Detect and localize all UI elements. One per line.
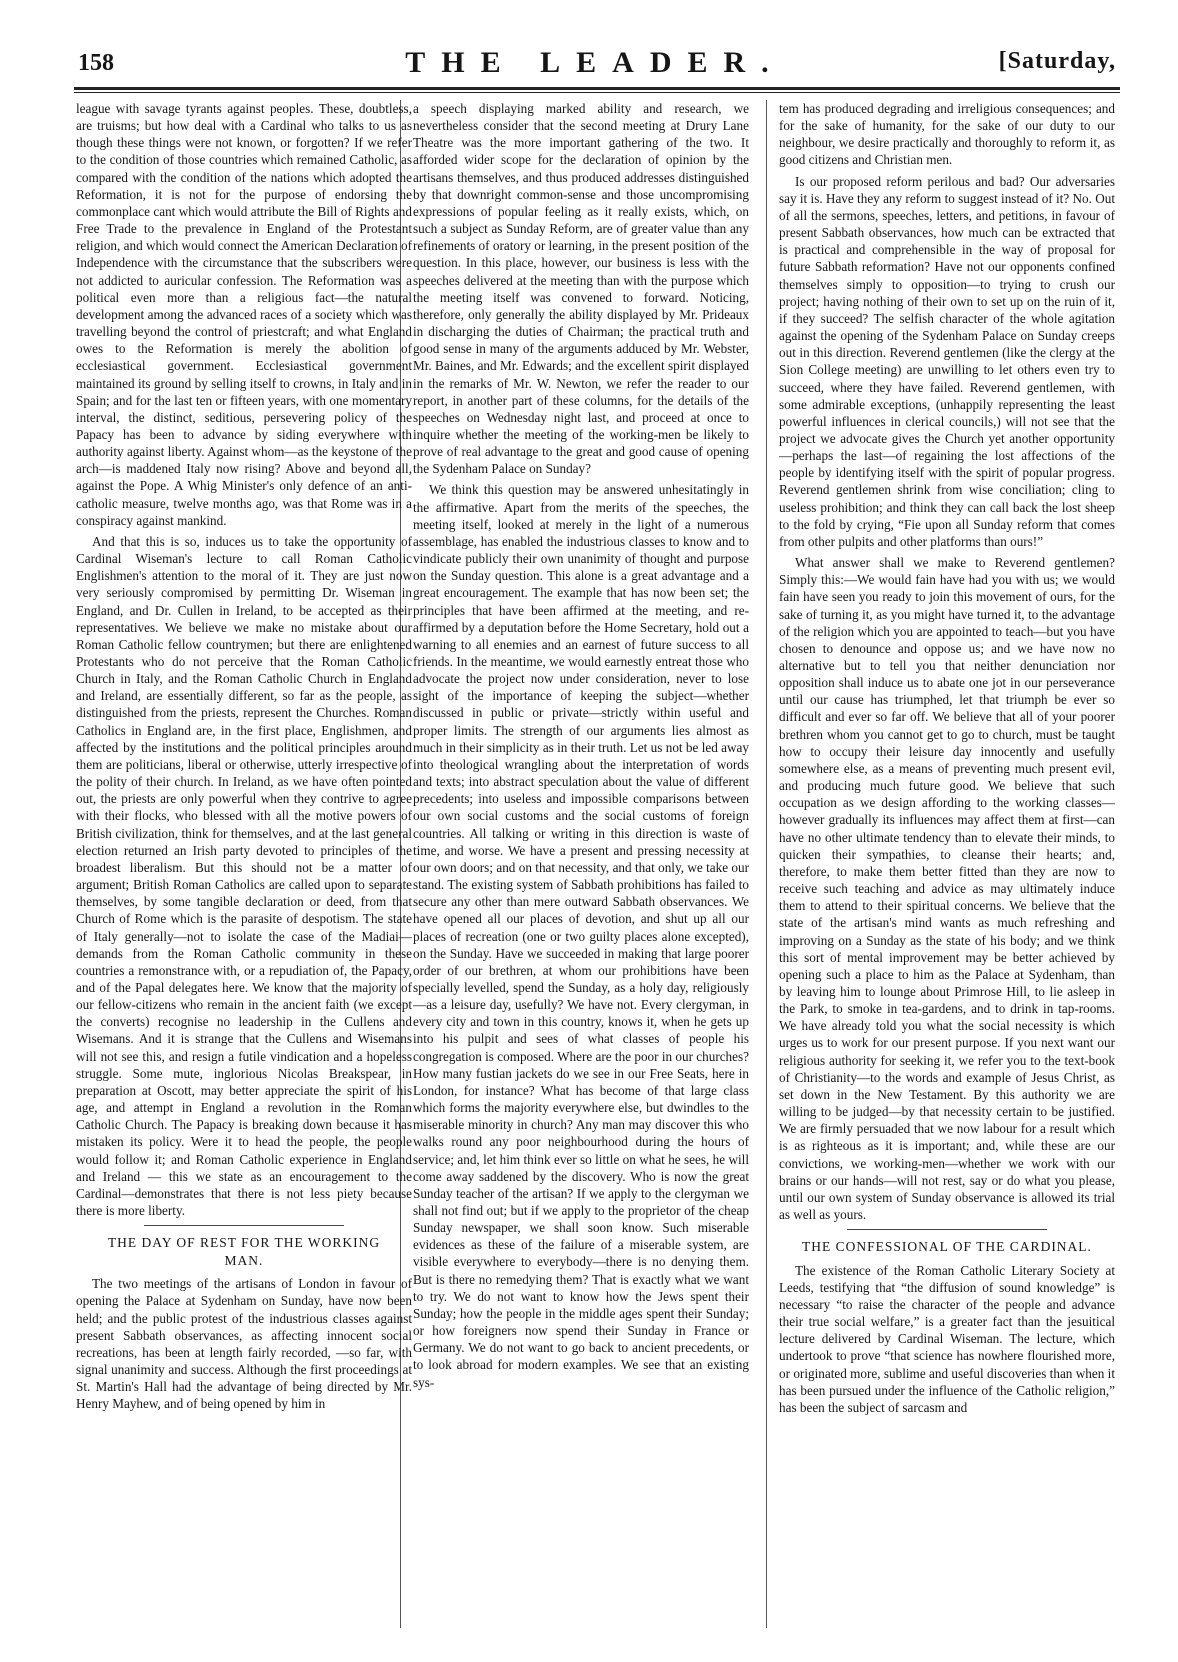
header-rule-thick xyxy=(74,87,1120,90)
paragraph: tem has produced degrading and irreligious consequences; and for the sake of humanity, for the sake of our duty to our neighbour, we desire practically and thoroughly to reform it, as good citizens and Christian men. xyxy=(779,101,1115,168)
masthead-title: THE LEADER. xyxy=(405,46,785,79)
article-heading: THE CONFESSIONAL OF THE CARDINAL. xyxy=(802,1239,1092,1255)
section-divider xyxy=(144,1225,344,1226)
page-number: 158 xyxy=(78,50,114,76)
column-2 xyxy=(413,100,749,1640)
article-heading: THE DAY OF REST FOR THE WORKING MAN. xyxy=(107,1235,381,1268)
section-divider xyxy=(847,1229,1047,1230)
paragraph: a speech displaying marked ability and research, we nevertheless consider that the second meeting at Drury Lane Theatre was the more important gathering of the two. It afforded wider scope for the declaration of opinion by the artisans themselves, and thus produced addresses distinguished by that downright common-sense and those uncompromising expressions of popular feeling as it really exists, which, on such a subject as Sunday Reform, are of greater value than any refinements of oratory or learning, in the present position of the question. In this place, however, our business is less with the speeches delivered at the meeting than with the purpose which the meeting itself was convened to forward. Noticing, therefore, only generally the ability displayed by Mr. Prideaux in discharging the duties of Chairman; the practical truth and good sense in many of the arguments adduced by Mr. Webster, Mr. Baines, and Mr. Edwards; and the excellent spirit displayed in the remarks of Mr. W. Newton, we refer the reader to our report, in another part of these columns, for the details of the speeches on Wednesday night last, and proceed at once to inquire whether the meeting of the working-men be likely to prove of real advantage to the great and good cause of opening the Sydenham Palace on Sunday? xyxy=(413,101,749,477)
column-3 xyxy=(779,100,1115,1640)
paragraph: And that this is so, induces us to take the opportunity of Cardinal Wiseman's lecture to call Roman Catholic Englishmen's attention to the moral of it. They are just now very seriously compromised by permitting Dr. Wiseman in England, and Dr. Cullen in Ireland, to be accepted as their representatives. We believe we make no mistake about our Roman Catholic fellow countrymen; but there are enlightened Protestants who do not perceive that the Roman Catholic Church in Italy, and the Roman Catholic Church in England and Ireland, are essentially different, so far as the people, as distinguished from the priests, represent the Churches. Roman Catholics in England are, in the first place, Englishmen, and affected by the institutions and the political principles around them are politicians, liberal or otherwise, utterly irrespective of the polity of their church. In Ireland, as we have often pointed out, the priests are only powerful when they contrive to agree with their flocks, who blessed with all the motive powers of British civilization, think for themselves, and at the last general election returned an Irish party devoted to principles of the broadest liberalism. But this should not be a matter of argument; British Roman Catholics are called upon to separate themselves, by some tangible declaration or deed, from that Church of Rome which is the parasite of despotism. The state of Italy generally—not to isolate the case of the Madiai—demands from the Roman Catholic community in these countries a remonstrance with, or a repudiation of, the Papacy, and of the Papal delegates here. We know that the majority of our fellow-citizens who remain in the ancient faith (we except the converts) recognise no leadership in the Cullens and Wisemans. And it is strange that the Cullens and Wisemans will not see this, and resign a futile vindication and a hopeless struggle. Some mute, inglorious Nicolas Breakspear, in preparation at Oscott, may better appreciate the spirit of his age, and attempt in England a revolution in the Roman Catholic Church. The Papacy is breaking down because it has mistaken its policy. Were it to head the people, the people would follow it; and Roman Catholic experience in England and Ireland — this we state as an encouragement to the Cardinal—demonstrates that there is not less piety because there is more liberty. xyxy=(76,533,412,1218)
paragraph: We think this question may be answered unhesitatingly in the affirmative. Apart from the merits of the speeches, the meeting itself, looked at merely in the light of a numerous assemblage, has enabled the industrious classes to know and to vindicate publicly their own unanimity of thought and purpose on the Sunday question. This alone is a great advantage and a great encouragement. The example that has now been set; the principles that have been affirmed at the meeting, and re-affirmed by a deputation before the Home Secretary, hold out a warning to all enemies and an earnest of future success to all friends. In the meantime, we would earnestly entreat those who advocate the project now under consideration, never to lose sight of the importance of keeping the subject—whether discussed in public or private—strictly within useful and proper limits. The strength of our arguments lies almost as much in their simplicity as in their truth. Let us not be led away into theological wrangling about the interpretation of words and texts; into abstract speculation about the value of different precedents; into useless and impossible comparisons between our own social customs and the social customs of foreign countries. All talking or writing in this direction is waste of time, and worse. We have a present and pressing necessity at our own doors; and on that necessity, and that only, we take our stand. The existing system of Sabbath prohibitions has failed to secure any other than mere outward Sabbath observances. We have opened all our places of devotion, and shut up all our places of recreation (one or two guilty places alone excepted), on the Sunday. Have we succeeded in making that large poorer order of our brethren, at whom our prohibitions have been specially levelled, spend the Sunday, as a holy day, religiously—as a leisure day, usefully? We have not. Every clergyman, in every city and town in this country, knows it, when he gets up into his pulpit and sees of what classes of people his congregation is composed. Where are the poor in our churches? How many fustian jackets do we see in our Free Seats, here in London, for instance? What has become of that large class which forms the majority everywhere else, but dwindles to the miserable minority in church? Any man may discover this who walks round any poor neighbourhood during the hours of service; and, let him think ever so little on what he sees, he will come away saddened by the discovery. Who is now the great Sunday teacher of the artisan? If we apply to the clergyman we shall not find out; but if we apply to the proprietor of the cheap Sunday newspaper, we shall soon know. Such miserable evidences as these of the failure of a miserable system, are visible everywhere to everybody—there is no denying them. But is there no remedying them? That is exactly what we want to try. We do not want to know how the Jews spent their Sunday; how the people in the middle ages spent their Sunday; or how foreigners now spend their Sunday in France or Germany. We do not want to go back to ancient precedents, or to look abroad for modern examples. We see that an existing sys- xyxy=(413,482,749,1390)
column-1 xyxy=(76,100,412,1640)
paragraph: What answer shall we make to Reverend gentlemen? Simply this:—We would fain have had you with us; we would fain have seen you ready to join this movement of ours, for the sake of turning it, as you might have turned it, to the advantage of the religion which you are appointed to teach—but you have chosen to denounce and oppose us; and we have now no alternative but to tell you that neither denunciation nor opposition shall induce us to abate one jot in our perseverance until our cause has triumphed, let that triumph be ever so difficult and ever so far off. We believe that all of your poorer brethren whom you cannot get to go to church, must be taught how to occupy their leisure day innocently and usefully somewhere else, as a means of preventing much present evil, and producing much future good. We believe that such occupation as we design affording to the working classes—however gradually its influences may affect them at first—can have no other ultimate tendency than to elevate their minds, to quicken their sympathies, to cleanse their hearts; and, therefore, to make them better fitted than they are now to receive such teaching and advice as may ultimately induce them to attend to their spiritual concerns. We believe that the state of the artisan's mind wants as much refreshing and improving on a Sunday as the state of his body; and we think this sort of mental improvement may be better achieved by opening such a place to him as the Palace at Sydenham, than by leaving him to lounge about Primrose Hill, to lie asleep in the Park, to smoke in tea-gardens, and to drink in tap-rooms. We have already told you what the social necessity is which urges us to work for our present purpose. If you next want our religious authority for seeking it, we refer you to the text-book of Christianity—to the words and example of Jesus Christ, as set down in the New Testament. By this authority we are willing to be judged—by that necessity certain to be justified. We are firmly persuaded that we now labour for a result which is as righteous as it is important; and, while these are our convictions, we working-men—whether we work with our brains or our hands—will not rest, say or do what you please, until our own system of Sunday observance is allowed its trial as well as yours. xyxy=(779,555,1115,1222)
paragraph: Is our proposed reform perilous and bad? Our adversaries say it is. Have they any reform to suggest instead of it? No. Out of all the sermons, speeches, letters, and petitions, in favour of present Sabbath observances, how much can be extracted that is practical and comprehensible in the way of proposal for future Sabbath reformation? Have not our opponents confined themselves simply to opposition—to trying to crush our project; having nothing of their own to set up on the ruin of it, if they succeed? The selfish character of the whole agitation against the opening of the Sydenham Palace on Sunday creeps out in this direction. Reverend gentlemen (like the clergy at the Sion College meeting) are unwilling to let others even try to succeed, where they have failed. Reverend gentlemen, with some admirable exceptions, (unhappily representing the least powerful influences in clerical councils,) will not see that the project we advocate gives the Church yet another opportunity—perhaps the last—of regaining the lost affections of the people by identifying itself with the spirit of popular progress. Reverend gentlemen shrink from wise conciliation; cling to useless prohibition; and think they can call back the lost sheep to the fold by crying, “Fie upon all Sunday reform that comes from other pulpits and other platforms than ours!” xyxy=(779,173,1115,549)
header-day: [Saturday, xyxy=(998,48,1116,74)
paragraph: The existence of the Roman Catholic Literary Society at Leeds, testifying that “the diffusion of sound knowledge” is necessary “to raise the character of the people and advance their true social welfare,” is a greater fact than the jesuitical lecture delivered by Cardinal Wiseman. The lecture, which undertook to prove “that science has nowhere flourished more, or originated more, sublime and useful discoveries than when it has been pursued under the influence of the Catholic religion,” has been the subject of sarcasm and xyxy=(779,1262,1115,1415)
paragraph: The two meetings of the artisans of London in favour of opening the Palace at Sydenham on Sunday, have now been held; and the public protest of the industrious classes against present Sabbath observances, as affecting innocent social recreations, has been at length fairly recorded, —so far, with signal unanimity and success. Although the first proceedings at St. Martin's Hall had the advantage of being directed by Mr. Henry Mayhew, and of being opened by him in xyxy=(76,1276,412,1412)
paragraph: league with savage tyrants against peoples. These, doubtless, are truisms; but how deal with a Cardinal who talks to us as though these things were not known, or forgotten? If we refer to the condition of those countries which remained Catholic, as compared with the condition of the nations which adopted the Reformation, it is not for the purpose of endorsing the commonplace cant which would attribute the Bill of Rights and Free Trade to the prevalence in England of the Protestant religion, and which would connect the American Declaration of Independence with the circumstance that the subscribers were not addicted to auricular confession. The Reformation was a political even more than a religious fact—the natural development among the advanced races of a society which was travelling beyond the control of priestcraft; and what England owes to the Reformation is merely the abolition of ecclesiastical government. Ecclesiastical government maintained its ground by selling itself to crowns, in Italy and in Spain; and for the last ten or fifteen years, with one momentary interval, the distinct, seditious, persevering policy of the Papacy has been to advance by siding everywhere with authority against liberty. Against whom—as the keystone of the arch—is maddened Italy now rising? Above and beyond all, against the Pope. A Whig Minister's only defence of an anti-catholic measure, twelve months ago, was that Rome was in a conspiracy against mankind. xyxy=(76,101,412,528)
header-rule-thin xyxy=(74,92,1120,93)
page-header xyxy=(74,38,1116,84)
column-divider xyxy=(766,100,767,1628)
